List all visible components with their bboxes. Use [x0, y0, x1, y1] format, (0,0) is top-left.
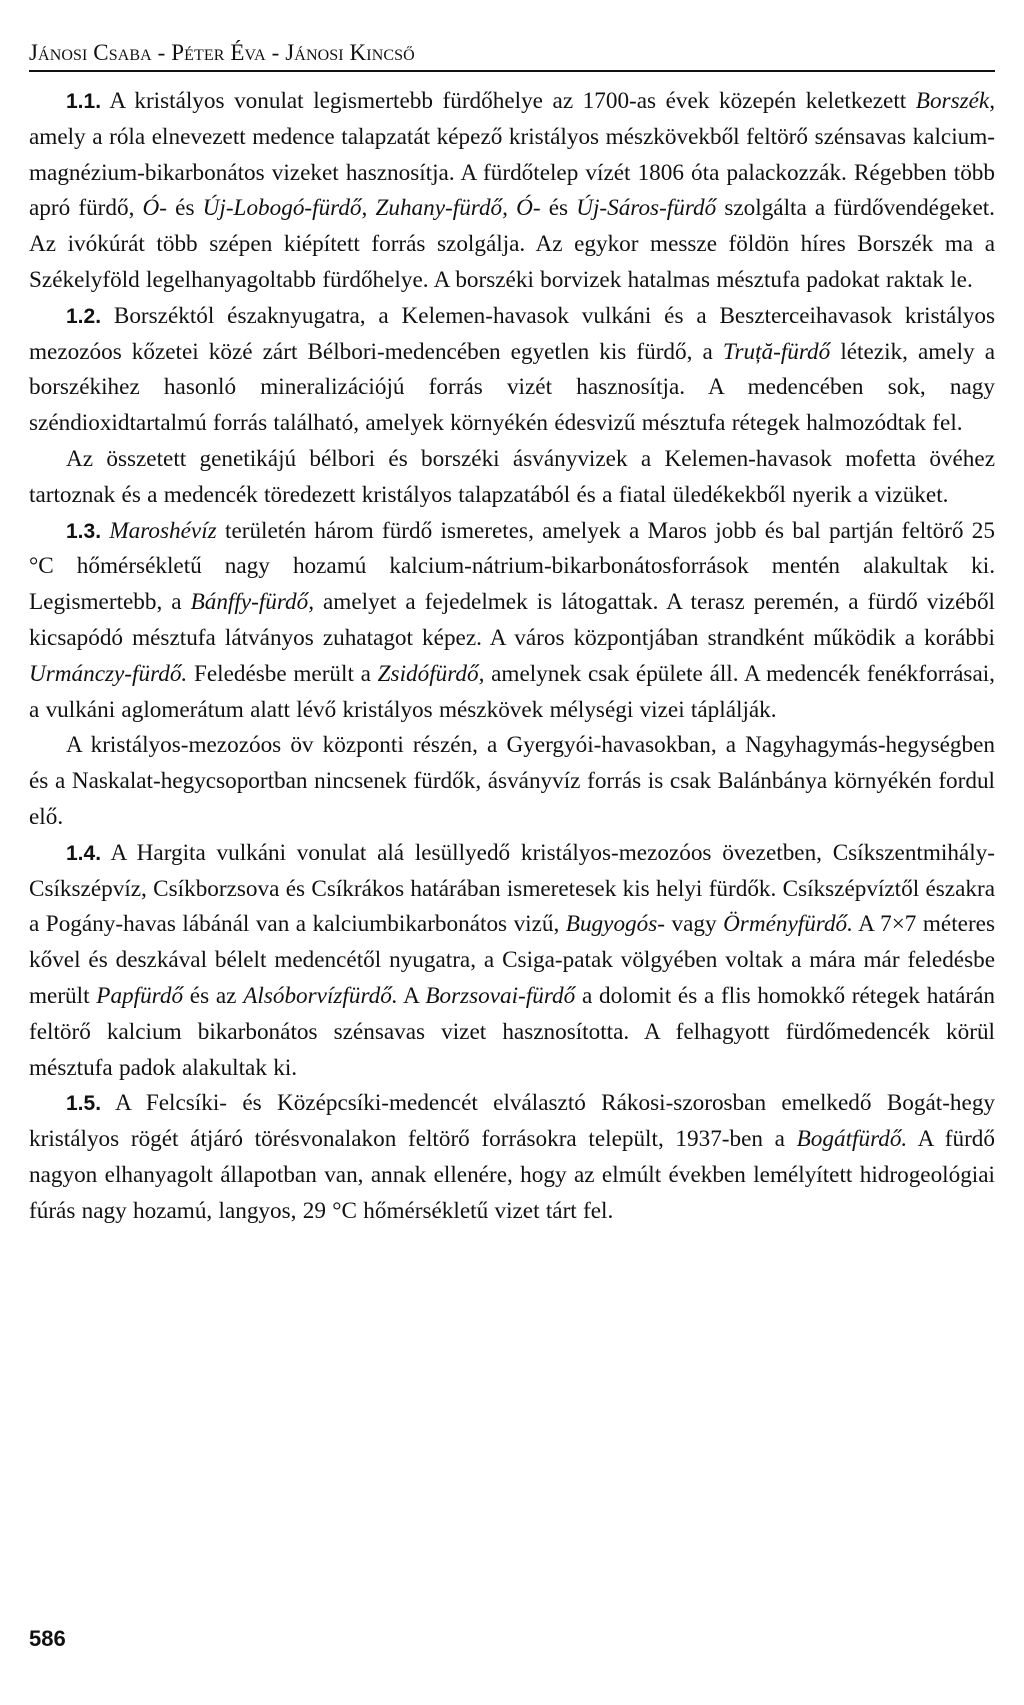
- text-run: Feledésbe merült a: [187, 660, 378, 687]
- text-run: létezik, amely a borszékihez hasonló mineralizációjú forrás vizét hasznosítja. A medencében sok, nagy széndioxidtartalmú forrás található, amelyek környékén édesvizű mésztufa rétegek halmozódtak fel.: [29, 338, 995, 437]
- section-number: 1.1.: [66, 90, 102, 113]
- text-run: A Felcsíki- és Középcsíki-medencét elválasztó Rákosi-szorosban emelkedő Bogát-hegy kristályos rögét átjáró törésvonalakon feltörő forrásokra települt, 1937-ben a: [29, 1090, 995, 1153]
- body-text: [29, 84, 995, 1230]
- italic-place-name: Bogátfürdő.: [796, 1126, 908, 1153]
- section-number: 1.2.: [66, 304, 102, 328]
- text-run: és: [540, 195, 577, 222]
- page-number: 586: [29, 1626, 66, 1651]
- text-run: A kristályos vonulat legismertebb fürdőhelye az 1700-as évek közepén keletkezett: [101, 88, 916, 114]
- text-run: A fürdő nagyon elhanyagolt állapotban van, annak ellenére, hogy az elmúlt években lemélyített hidrogeológiai fúrás nagy hozamú, langyos, 29 °C hőmérsékletű vizet tárt fel.: [29, 1126, 995, 1224]
- italic-place-name: Zsidófürdő,: [377, 660, 485, 687]
- text-run: és: [167, 195, 203, 222]
- text-run: Borszéktól északnyugatra, a Kelemen-havasok vulkáni és a Beszterceihavasok kristályos mezozóos kőzetei közé zárt Bélbori-medencében egyetlen kis fürdő, a: [29, 302, 995, 365]
- italic-place-name: Borszék,: [915, 88, 995, 114]
- section-number: 1.4.: [66, 841, 102, 865]
- italic-place-name: Papfürdő: [96, 982, 184, 1009]
- italic-place-name: Truță-fürdő: [722, 338, 831, 365]
- paragraph: [29, 1086, 995, 1229]
- text-run: amelynek csak épülete áll. A medencék fenékforrásai, a vulkáni aglomerátum alatt lévő kristályos mészkövek mélységi vizei táplálják.: [29, 660, 995, 723]
- text-run: amely a róla elnevezett medence talapzatát képező kristályos mészkövekből feltörő szénsavas kalcium-magnézium-bikarbonátos vizeket hasznosítja. A fürdőtelep vízét 1806 óta palackozzák. Régebben több apró fürdő,: [29, 123, 995, 222]
- italic-place-name: Bánffy-fürdő,: [190, 589, 315, 616]
- paragraph: [29, 836, 995, 1087]
- paragraph: [29, 84, 995, 299]
- text-run: A 7×7 méteres kővel és deszkával bélelt medencétől nyugatra, a Csiga-patak völgyében voltak a mára már feledésbe merült: [29, 911, 995, 1009]
- text-run: vagy: [664, 911, 724, 938]
- italic-place-name: Borzsovai-fürdő: [425, 982, 576, 1009]
- running-header: Jánosi Csaba - Péter Éva - Jánosi Kincső: [29, 38, 995, 72]
- text-run: A Hargita vulkáni vonulat alá lesüllyedő kristályos-mezozóos övezetben, Csíkszentmihály-Csíkszépvíz, Csíkborzsova és Csíkrákos határában ismeretesek kis helyi fürdők. Csíkszépvíztől északra a Pogány-havas lábánál van a kalciumbikarbonátos vizű,: [29, 839, 995, 938]
- text-run: a dolomit és a flis homokkő rétegek határán feltörő kalcium bikarbonátos szénsavas vizet hasznosította. A felhagyott fürdőmedencék körül mésztufa padok alakultak ki.: [29, 982, 996, 1081]
- text-run: A kristályos-mezozóos öv központi részén, a Gyergyói-havasokban, a Nagyhagymás-hegységben és a Naskalat-hegycsoportban nincsenek fürdők, ásványvíz forrás is csak Balánbánya környékén fordul elő.: [29, 732, 995, 830]
- paragraph: [29, 299, 995, 442]
- section-number: 1.3.: [66, 519, 102, 543]
- italic-place-name: Urmánczy-fürdő.: [29, 660, 188, 687]
- italic-place-name: Maroshévíz: [109, 517, 217, 544]
- text-run: A: [397, 982, 426, 1009]
- section-number: 1.5.: [66, 1092, 102, 1116]
- text-run: szolgálta a fürdővendégeket. Az ivókúrát több szépen kiépített forrás szolgálja. Az egykor messze földön híres Borszék ma a Székelyföld legelhanyagoltabb fürdőhelye. A borszéki borvizek hatalmas mésztufa padokat raktak le.: [29, 195, 995, 293]
- document-page: [29, 38, 995, 1678]
- italic-place-name: Bugyogós-: [565, 911, 665, 938]
- italic-place-name: Új-Sáros-fürdő: [576, 195, 717, 222]
- paragraph: [29, 514, 995, 729]
- text-run: Az összetett genetikájú bélbori és borszéki ásványvizek a Kelemen-havasok mofetta övéhez tartoznak és a medencék töredezett kristályos talapzatából és a fiatal üledékekből nyerik a vizüket.: [29, 445, 995, 508]
- text-run: amelyet a fejedelmek is látogattak. A terasz peremén, a fürdő vizéből kicsapódó mésztufa látványos zuhatagot képez. A város központjában strandként működik a korábbi: [29, 589, 995, 651]
- paragraph: [29, 728, 995, 835]
- paragraph: [29, 442, 995, 514]
- italic-place-name: Örményfürdő.: [723, 911, 853, 938]
- text-run: területén három fürdő ismeretes, amelyek a Maros jobb és bal partján feltörő 25 °C hőmérsékletű nagy hozamú kalcium-nátrium-bikarbonátosforrások mentén alakultak ki. Legismertebb, a: [29, 517, 995, 616]
- text-run: és az: [183, 982, 244, 1009]
- italic-place-name: Alsóborvízfürdő.: [243, 982, 398, 1009]
- italic-place-name: Új-Lobogó-fürdő, Zuhany-fürdő, Ó-: [202, 195, 541, 222]
- italic-place-name: Ó-: [142, 195, 168, 222]
